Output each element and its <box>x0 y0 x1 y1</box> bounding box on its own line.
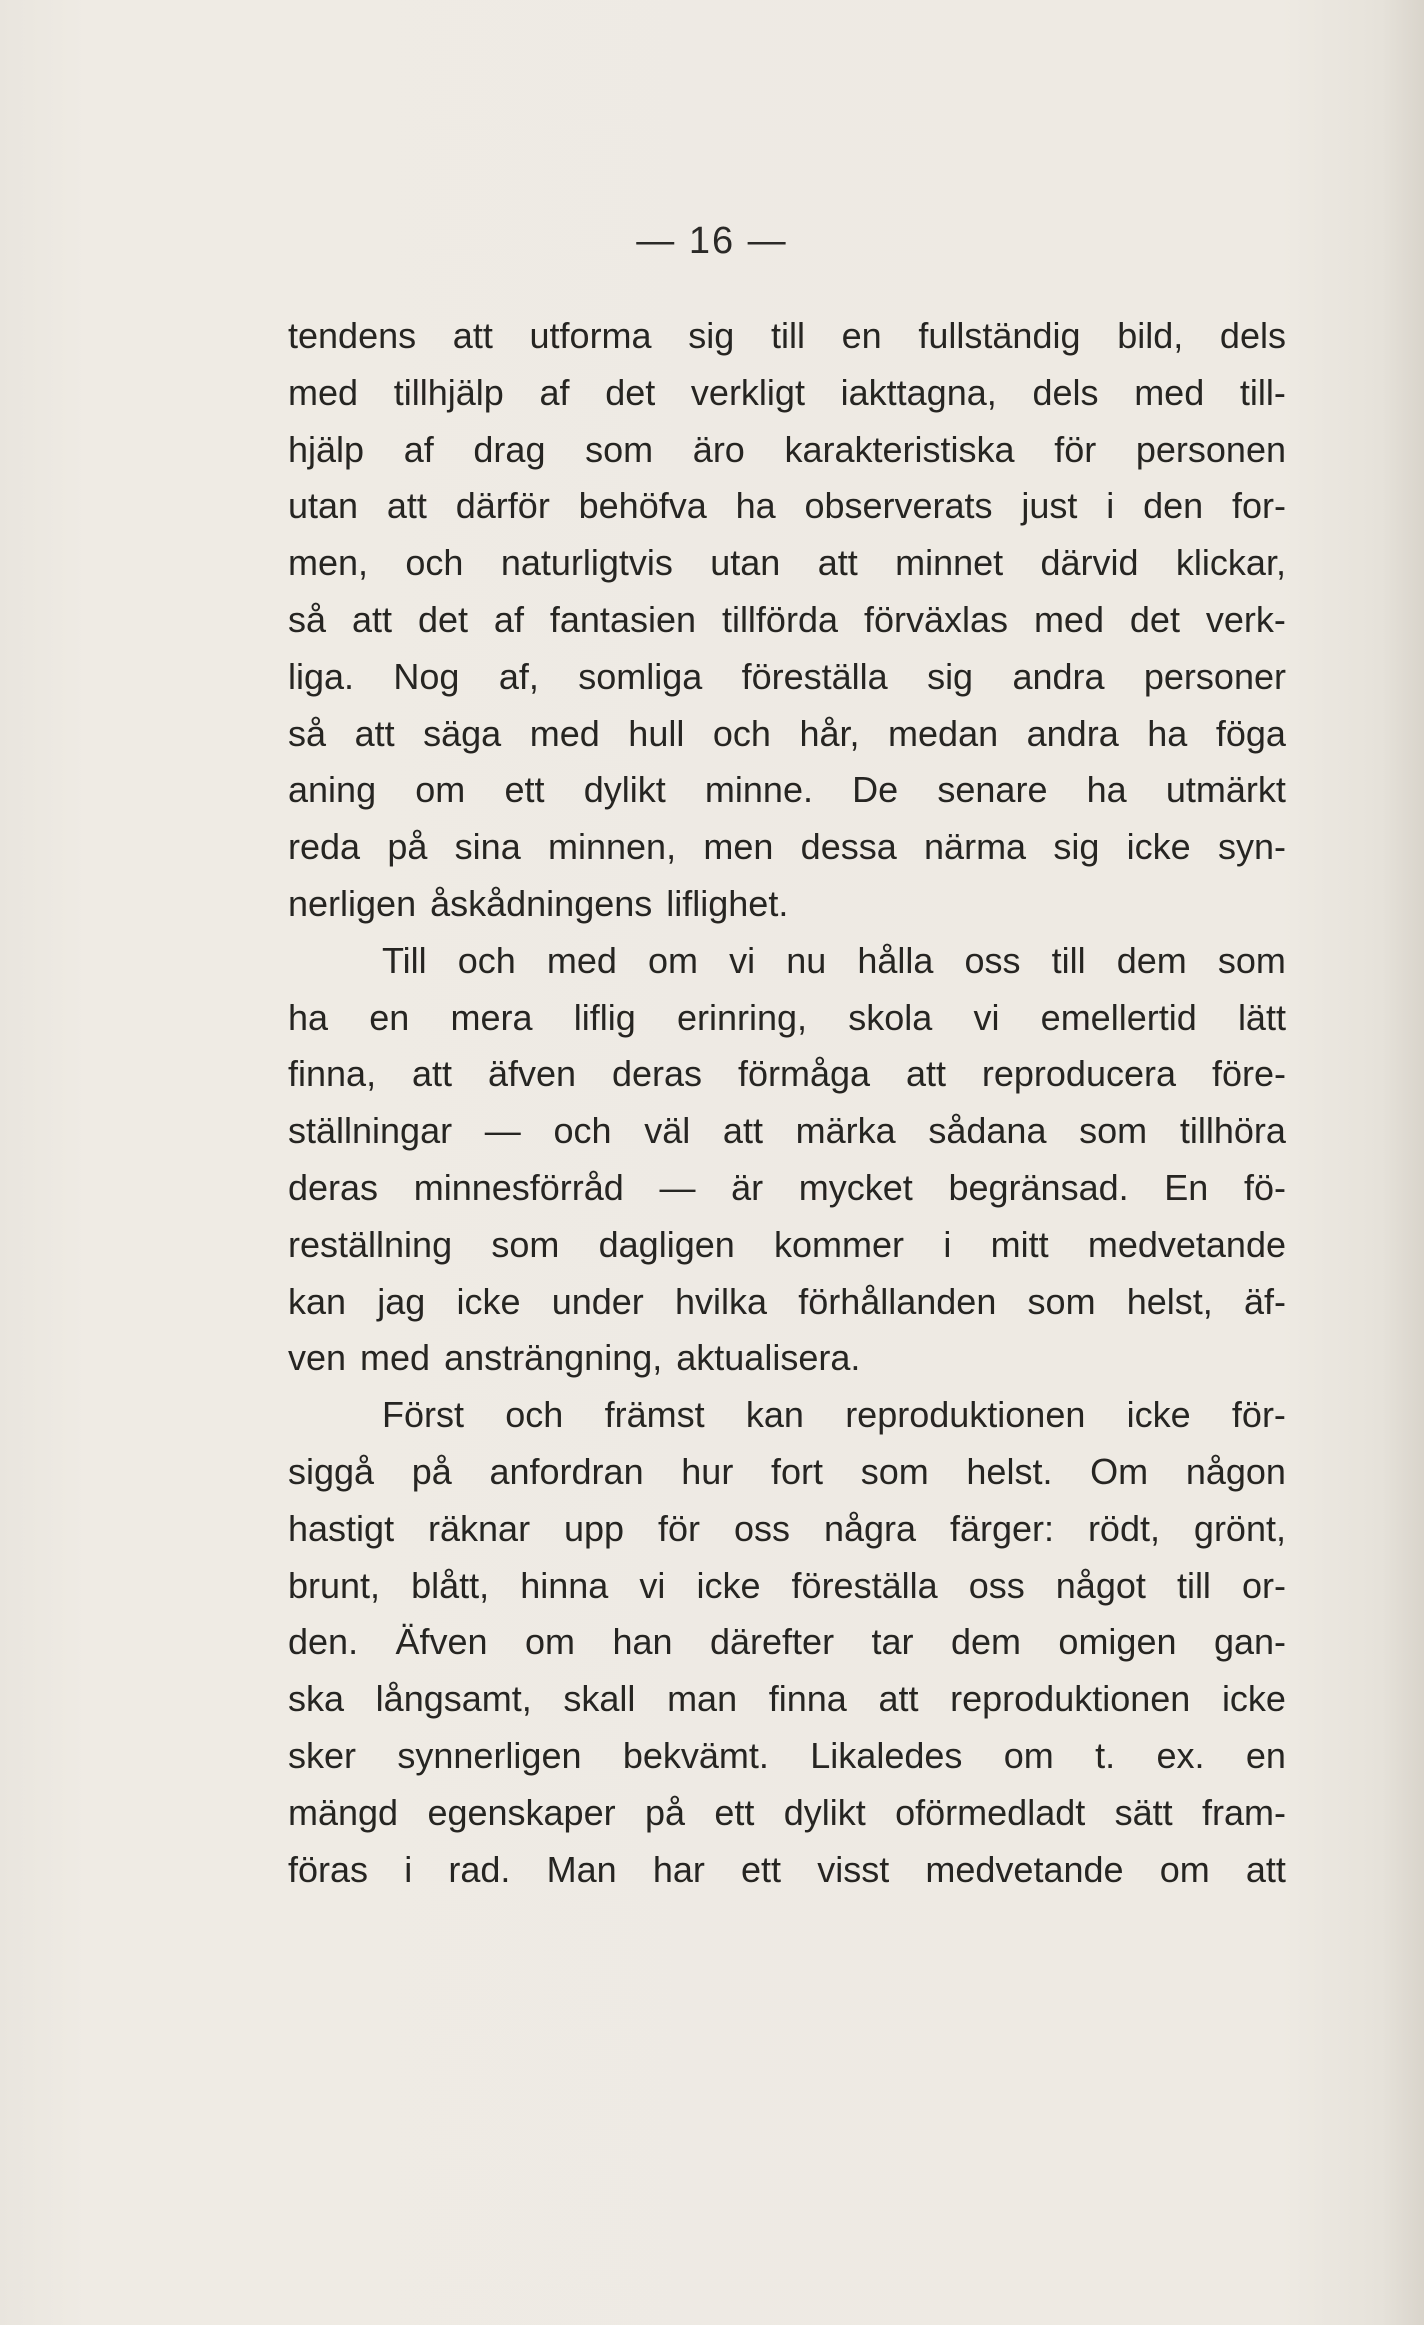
word: med <box>546 939 617 981</box>
word: hvilka <box>674 1280 767 1322</box>
word: sådana <box>928 1110 1047 1152</box>
word: Man <box>546 1848 617 1890</box>
word: deras <box>611 1053 703 1095</box>
word: bild, <box>1117 315 1184 356</box>
word: och <box>457 939 516 981</box>
word: föga <box>1215 712 1286 754</box>
word: senare <box>937 769 1048 811</box>
word: med <box>529 712 600 754</box>
word: den <box>1143 485 1204 527</box>
word: rödt, <box>1087 1507 1160 1549</box>
word: på <box>411 1450 452 1492</box>
text-line <box>288 1444 1286 1501</box>
word: hur <box>681 1450 734 1492</box>
word: ställningar <box>288 1110 453 1152</box>
word: föreställa <box>791 1564 938 1606</box>
word: med <box>360 1337 431 1379</box>
word: siggå <box>288 1450 375 1492</box>
word: karakteristiska <box>784 428 1015 470</box>
word: anfordran <box>489 1450 644 1492</box>
word: det <box>417 598 468 640</box>
word: minnesförråd <box>413 1166 624 1208</box>
word: finna, <box>288 1053 377 1095</box>
word: nu <box>786 939 827 981</box>
text-line <box>288 422 1286 479</box>
word: minnet <box>895 542 1004 584</box>
word: så <box>288 598 327 640</box>
word: medvetande <box>1087 1223 1286 1265</box>
word: En <box>1164 1166 1209 1208</box>
word: en <box>1245 1734 1286 1776</box>
word: personer <box>1143 655 1286 697</box>
word: oförmedladt <box>895 1791 1086 1833</box>
word: — <box>484 1110 521 1152</box>
text-line <box>288 592 1286 649</box>
text-line <box>288 649 1286 706</box>
word: bekvämt. <box>622 1734 769 1776</box>
word: utan <box>710 542 781 584</box>
word: med <box>288 371 359 413</box>
word: reställning <box>288 1223 453 1265</box>
text-line <box>288 535 1286 592</box>
word: om <box>648 939 699 981</box>
word: sker <box>288 1734 357 1776</box>
word: omigen <box>1058 1621 1177 1663</box>
word: så <box>288 712 327 754</box>
word: tillförda <box>721 598 838 640</box>
word: af <box>403 428 434 470</box>
text-line <box>288 1217 1286 1274</box>
word: märka <box>795 1110 896 1152</box>
text-line <box>288 1387 1286 1444</box>
word: att <box>354 712 395 754</box>
word: mycket <box>798 1166 913 1208</box>
word: att <box>412 1053 453 1095</box>
word: minne. <box>704 769 813 811</box>
word: — <box>659 1166 696 1208</box>
text-line <box>288 1103 1286 1160</box>
word: närma <box>924 826 1027 868</box>
word: som <box>1027 1280 1096 1322</box>
word: Äfven <box>395 1621 488 1663</box>
word: i <box>1106 485 1115 527</box>
word: liflig <box>573 996 636 1038</box>
word: att <box>722 1110 763 1152</box>
body-text <box>288 308 1286 1898</box>
word: Till <box>382 939 427 981</box>
word: åskådningens <box>430 882 653 924</box>
word: sig <box>927 655 974 697</box>
word: Om <box>1090 1450 1149 1492</box>
word: skola <box>848 996 933 1038</box>
word: som <box>1079 1110 1148 1152</box>
word: därvid <box>1040 542 1139 584</box>
word: fantasien <box>549 598 696 640</box>
word: hår, <box>799 712 860 754</box>
word: till <box>1176 1564 1211 1606</box>
word: främst <box>604 1394 705 1436</box>
word: en <box>841 315 882 356</box>
word: dylikt <box>783 1791 866 1833</box>
word: Först <box>382 1394 465 1436</box>
word: det <box>1129 598 1180 640</box>
word: före- <box>1211 1053 1286 1095</box>
word: ha <box>735 485 776 527</box>
word: räknar <box>428 1507 531 1549</box>
word: om <box>1003 1734 1054 1776</box>
word: sig <box>1053 826 1100 868</box>
word: några <box>823 1507 917 1549</box>
word: reproduktionen <box>845 1394 1086 1436</box>
word: i <box>943 1223 952 1265</box>
word: kommer <box>774 1223 905 1265</box>
word: den. <box>288 1621 359 1663</box>
word: som <box>1217 939 1286 981</box>
word: som <box>585 428 654 470</box>
word: tar <box>871 1621 914 1663</box>
word: verk- <box>1205 598 1286 640</box>
word: i <box>404 1848 413 1890</box>
word: mängd <box>288 1791 399 1833</box>
word: grönt, <box>1193 1507 1286 1549</box>
word: rad. <box>448 1848 511 1890</box>
word: att <box>452 315 493 356</box>
word: hålla <box>857 939 934 981</box>
word: andra <box>1026 712 1119 754</box>
word: fram- <box>1201 1791 1286 1833</box>
word: synnerligen <box>397 1734 582 1776</box>
word: hastigt <box>288 1507 395 1549</box>
word: ha <box>1147 712 1188 754</box>
word: äfven <box>487 1053 577 1095</box>
word: hinna <box>520 1564 609 1606</box>
word: att <box>386 485 427 527</box>
word: för <box>1054 428 1097 470</box>
word: af, <box>498 655 539 697</box>
word: det <box>605 371 656 413</box>
word: reda <box>288 826 361 868</box>
word: om <box>1159 1848 1210 1890</box>
text-line <box>288 1785 1286 1842</box>
word: ett <box>504 769 545 811</box>
word: långsamt, <box>375 1678 532 1720</box>
word: nerligen <box>288 882 417 924</box>
word: en <box>369 996 410 1038</box>
word: förmåga <box>737 1053 871 1095</box>
word: för- <box>1231 1394 1286 1436</box>
word: tillhöra <box>1179 1110 1286 1152</box>
text-line <box>288 1274 1286 1331</box>
word: icke <box>1126 826 1191 868</box>
text-line <box>288 1842 1286 1899</box>
word: ansträngning, <box>444 1337 663 1379</box>
word: icke <box>1126 1394 1191 1436</box>
word: kan <box>288 1280 347 1322</box>
word: äro <box>692 428 745 470</box>
word: föras <box>288 1848 369 1890</box>
word: minnen, <box>548 826 677 868</box>
word: jag <box>377 1280 426 1322</box>
word: or- <box>1242 1564 1286 1606</box>
word: med <box>1033 598 1104 640</box>
page-number: — 16 — <box>636 220 788 262</box>
word: af <box>539 371 570 413</box>
word: erinring, <box>676 996 808 1038</box>
word: mitt <box>990 1223 1049 1265</box>
word: till <box>1051 939 1086 981</box>
word: men <box>703 826 774 868</box>
word: och <box>553 1110 612 1152</box>
text-line <box>288 1160 1286 1217</box>
word: liga. <box>288 655 355 697</box>
word: föreställa <box>741 655 888 697</box>
text-line <box>288 1330 1286 1387</box>
word: upp <box>564 1507 625 1549</box>
word: skall <box>563 1678 636 1720</box>
word: någon <box>1185 1450 1286 1492</box>
word: personen <box>1135 428 1286 470</box>
text-line <box>288 706 1286 763</box>
word: man <box>667 1678 738 1720</box>
word: oss <box>733 1507 790 1549</box>
word: utforma <box>529 315 652 356</box>
word: förväxlas <box>863 598 1008 640</box>
word: oss <box>964 939 1021 981</box>
word: observerats <box>804 485 993 527</box>
word: dessa <box>800 826 897 868</box>
word: kan <box>745 1394 804 1436</box>
word: som <box>860 1450 929 1492</box>
text-line <box>288 1046 1286 1103</box>
text-line <box>288 876 1286 933</box>
word: hull <box>628 712 685 754</box>
word: på <box>644 1791 685 1833</box>
text-line <box>288 1558 1286 1615</box>
word: fö- <box>1243 1166 1286 1208</box>
word: andra <box>1012 655 1105 697</box>
word: tendens <box>288 315 417 356</box>
word: till <box>770 315 805 356</box>
word: om <box>525 1621 576 1663</box>
word: ven <box>288 1337 347 1379</box>
word: medan <box>888 712 999 754</box>
word: om <box>415 769 466 811</box>
word: för <box>658 1507 701 1549</box>
word: att <box>1245 1848 1286 1890</box>
word: vi <box>639 1564 666 1606</box>
word: ha <box>288 996 329 1038</box>
word: helst. <box>966 1450 1053 1492</box>
word: for- <box>1231 485 1286 527</box>
word: fort <box>771 1450 824 1492</box>
word: hjälp <box>288 428 365 470</box>
text-line <box>288 478 1286 535</box>
word: vi <box>973 996 1000 1038</box>
word: att <box>817 542 858 584</box>
word: iakttagna, <box>840 371 997 413</box>
word: syn- <box>1217 826 1286 868</box>
word: sina <box>454 826 521 868</box>
word: är <box>731 1166 764 1208</box>
word: ex. <box>1156 1734 1205 1776</box>
word: färger: <box>949 1507 1054 1549</box>
word: finna <box>768 1678 847 1720</box>
word: dem <box>950 1621 1021 1663</box>
word: därför <box>455 485 550 527</box>
word: väl <box>644 1110 691 1152</box>
word: tillhjälp <box>393 371 504 413</box>
word: dels <box>1032 371 1099 413</box>
word: något <box>1055 1564 1146 1606</box>
word: behöfva <box>578 485 707 527</box>
word: reproduktionen <box>950 1678 1191 1720</box>
word: gan- <box>1213 1621 1286 1663</box>
word: ska <box>288 1678 345 1720</box>
word: klickar, <box>1175 542 1286 584</box>
word: Nog <box>393 655 460 697</box>
word: somliga <box>578 655 703 697</box>
word: aning <box>288 769 377 811</box>
word: just <box>1021 485 1078 527</box>
text-line <box>288 990 1286 1047</box>
word: har <box>652 1848 705 1890</box>
word: dylikt <box>583 769 666 811</box>
word: på <box>387 826 428 868</box>
word: vi <box>729 939 756 981</box>
word: säga <box>423 712 502 754</box>
word: deras <box>288 1166 379 1208</box>
word: att <box>905 1053 946 1095</box>
word: ett <box>714 1791 755 1833</box>
word: af <box>493 598 524 640</box>
word: sätt <box>1114 1791 1173 1833</box>
word: oss <box>968 1564 1025 1606</box>
text-line <box>288 933 1286 990</box>
word: och <box>505 1394 564 1436</box>
word: egenskaper <box>427 1791 616 1833</box>
word: utan <box>288 485 359 527</box>
word: lätt <box>1237 996 1286 1038</box>
word: äf- <box>1243 1280 1286 1322</box>
word: reproducera <box>981 1053 1177 1095</box>
word: fullständig <box>918 315 1081 356</box>
text-line <box>288 1671 1286 1728</box>
word: emellertid <box>1040 996 1197 1038</box>
word: Likaledes <box>810 1734 963 1776</box>
word: naturligtvis <box>500 542 673 584</box>
word: sig <box>688 315 735 356</box>
word: blått, <box>411 1564 490 1606</box>
word: och <box>712 712 771 754</box>
word: och <box>405 542 464 584</box>
word: utmärkt <box>1165 769 1286 811</box>
word: ett <box>741 1848 782 1890</box>
word: liflighet. <box>666 882 789 924</box>
word: men, <box>288 542 369 584</box>
text-line <box>288 308 1286 365</box>
word: han <box>612 1621 673 1663</box>
word: dagligen <box>598 1223 735 1265</box>
word: helst, <box>1126 1280 1213 1322</box>
word: under <box>551 1280 644 1322</box>
word: förhållanden <box>798 1280 997 1322</box>
text-line <box>288 1728 1286 1785</box>
word: med <box>1134 371 1205 413</box>
text-line <box>288 1614 1286 1671</box>
text-line <box>288 762 1286 819</box>
word: visst <box>817 1848 890 1890</box>
word: icke <box>696 1564 761 1606</box>
word: De <box>852 769 899 811</box>
word: drag <box>473 428 546 470</box>
word: att <box>878 1678 919 1720</box>
text-line <box>288 365 1286 422</box>
word: icke <box>1221 1678 1286 1720</box>
word: mera <box>450 996 533 1038</box>
word: att <box>351 598 392 640</box>
word: som <box>491 1223 560 1265</box>
word: aktualisera. <box>676 1337 861 1379</box>
word: till- <box>1239 371 1286 413</box>
word: medvetande <box>925 1848 1124 1890</box>
word: dem <box>1116 939 1187 981</box>
word: icke <box>456 1280 521 1322</box>
word: ha <box>1086 769 1127 811</box>
word: därefter <box>709 1621 835 1663</box>
text-line <box>288 819 1286 876</box>
word: t. <box>1095 1734 1116 1776</box>
word: brunt, <box>288 1564 381 1606</box>
word: verkligt <box>690 371 805 413</box>
word: begränsad. <box>948 1166 1129 1208</box>
text-line <box>288 1501 1286 1558</box>
word: dels <box>1219 315 1286 356</box>
